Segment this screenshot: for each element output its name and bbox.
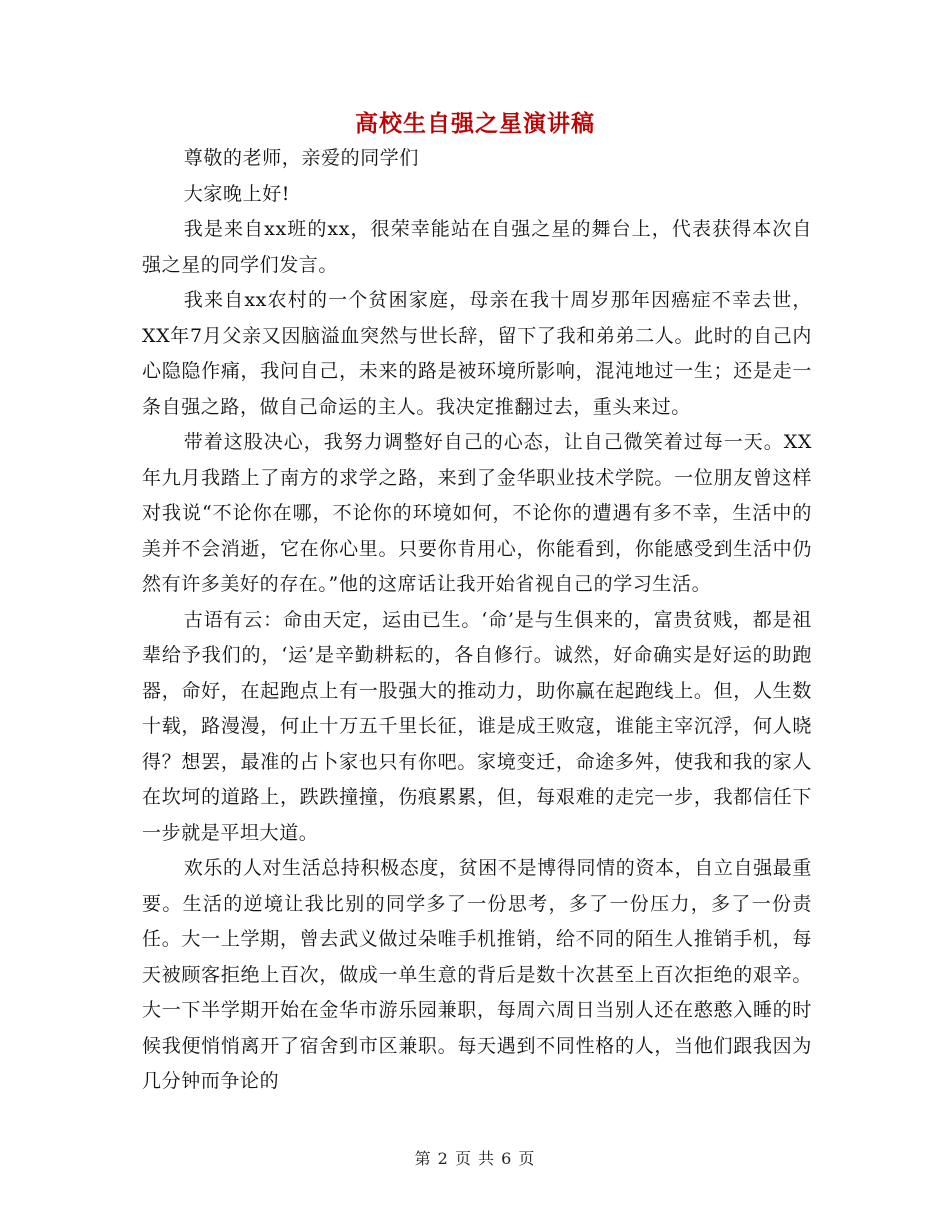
paragraph-salutation: 尊敬的老师，亲爱的同学们 bbox=[183, 147, 419, 169]
paragraph-determination: 带着这股决心，我努力调整好自己的心态，让自己微笑着过每一天。XX年九月我踏上了南方的求学之路，来到了金华职业技术学院。一位朋友曾这样对我说“不论你在哪，不论你的环境如何，不论你的遭遇有多不幸，生活中的美并不会消逝，它在你心里。只要你肯用心，你能看到，你能感受到生活中仍然有许多美好的存在。”他的这席话让我开始省视自己的学习生活。 bbox=[142, 431, 812, 595]
document-body bbox=[142, 141, 812, 1100]
paragraph-introduction: 我是来自xx班的xx，很荣幸能站在自强之星的舞台上，代表获得本次自强之星的同学们发言。 bbox=[142, 218, 812, 276]
paragraph-work-experience: 欢乐的人对生活总持积极态度，贫困不是博得同情的资本，自立自强最重要。生活的逆境让我比别的同学多了一份思考，多了一份压力，多了一份责任。大一上学期，曾去武义做过朵唯手机推销，给不同的陌生人推销手机，每天被顾客拒绝上百次，做成一单生意的背后是数十次甚至上百次拒绝的艰辛。大一下半学期开始在金华市游乐园兼职，每周六周日当别人还在憨憨入睡的时候我便悄悄离开了宿舍到市区兼职。每天遇到不同性格的人，当他们跟我因为几分钟而争论的 bbox=[142, 857, 812, 1092]
paragraph-family-background: 我来自xx农村的一个贫困家庭，母亲在我十周岁那年因癌症不幸去世，XX年7月父亲又因脑溢血突然与世长辞，留下了我和弟弟二人。此时的自己内心隐隐作痛，我问自己，未来的路是被环境所影响，混沌地过一生；还是走一条自强之路，做自己命运的主人。我决定推翻过去，重头来过。 bbox=[142, 289, 812, 418]
document-title: 高校生自强之星演讲稿 bbox=[355, 110, 595, 137]
page-number-footer: 第 2 页 共 6 页 bbox=[414, 1149, 536, 1168]
paragraph-greeting: 大家晚上好! bbox=[183, 182, 291, 205]
paragraph-proverb: 古语有云：命由天定，运由已生。‘命’是与生俱来的，富贵贫贱，都是祖辈给予我们的，‘运’是辛勤耕耘的，各自修行。诚然，好命确实是好运的助跑器，命好，在起跑点上有一股强大的推动力，助你赢在起跑线上。但，人生数十载，路漫漫，何止十万五千里长征，谁是成王败寇，谁能主宰沉浮，何人晓得？想罢，最准的占卜家也只有你吧。家境变迁，命途多舛，使我和我的家人在坎坷的道路上，跌跌撞撞，伤痕累累，但，每艰难的走完一步，我都信任下一步就是平坦大道。 bbox=[142, 608, 812, 844]
